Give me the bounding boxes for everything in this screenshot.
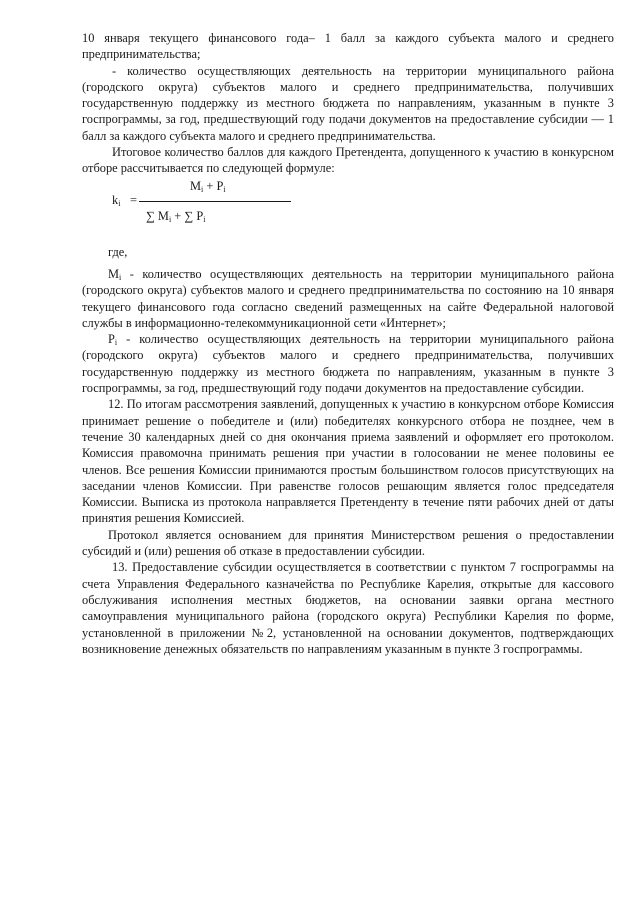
- paragraph-2: - количество осуществляющих деятельность на территории муниципального района (городского округа) субъектов малого и среднего предпринимательства, получивших государственную поддержку из местного бюджета по направлениям, указанным в пункте 3 госпрограммы, за год, предшествующий году подачи документов на предоставление субсидии — 1 балл за каждого субъекта малого и среднего предпринимательства.: [82, 63, 614, 143]
- paragraph-3: Итоговое количество баллов для каждого Претендента, допущенного к участию в конкурсном отборе рассчитывается по следующей формуле:: [82, 145, 614, 176]
- paragraph-13: 13. Предоставление субсидии осуществляется в соответствии с пунктом 7 госпрограммы на счета Управления Федерального казначейства по Республике Карелия, открытые для кассового обслуживания исполнения местных бюджетов, на основании заявки органа местного самоуправления муниципального района (городского округа) Республики Карелия по форме, установленной в приложении №2, установленной на основании документов, подтверждающих возникновение денежных обязательств по направлениям указанным в пункте 3 госпрограммы.: [82, 560, 614, 656]
- where-label: где,: [108, 244, 128, 259]
- paragraph-1: 10 января текущего финансового года– 1 балл за каждого субъекта малого и среднего предпринимательства;: [82, 31, 614, 62]
- definition-m: $M_i$ - количество осуществляющих деятельность на территории муниципального района (городского округа) субъектов малого и среднего предпринимательства по состоянию на 10 января текущего финансового года согласно сведений размещенных на сайте Федеральной налоговой службы в информационно-телекоммуникационной сети «Интернет»;: [82, 266, 614, 330]
- document-page: [82, 30, 614, 657]
- formula-equals: =: [130, 192, 137, 207]
- paragraph-protocol: Протокол является основанием для принятия Министерством решения о предоставлении субсидий и (или) решения об отказе в предоставлении субсидии.: [82, 527, 614, 559]
- formula-numerator: $M_i + P_i$: [190, 178, 226, 194]
- score-formula: [82, 178, 614, 234]
- paragraph-12: 12. По итогам рассмотрения заявлений, допущенных к участию в конкурсном отборе Комиссия принимает решение о победителе и (или) победителях конкурсного отбора не позднее, чем в течение 30 календарных дней со дня окончания приема заявлений и оформляет его протоколом. Комиссия правомочна принимать решения при участии в голосовании не менее половины ее членов. Все решения Комиссии принимаются простым большинством голосов присутствующих на заседании членов Комиссии. При равенстве голосов решающим является голос председателя Комиссии. Выписка из протокола направляется Претенденту в течение пяти рабочих дней от даты принятия решения Комиссией.: [82, 397, 614, 526]
- formula-lhs: $k_i$: [112, 192, 121, 208]
- formula-fraction-bar: [139, 201, 291, 202]
- formula-denominator: ∑ $M_i$ + ∑ $P_i$: [146, 208, 206, 224]
- definition-p: $P_i$ - количество осуществляющих деятельность на территории муниципального района (городского округа) субъектов малого и среднего предпринимательства, получивших государственную поддержку из местного бюджета по направлениям, указанным в пункте 3 госпрограммы, за год, предшествующий году подачи документов на предоставление субсидии.: [82, 332, 614, 396]
